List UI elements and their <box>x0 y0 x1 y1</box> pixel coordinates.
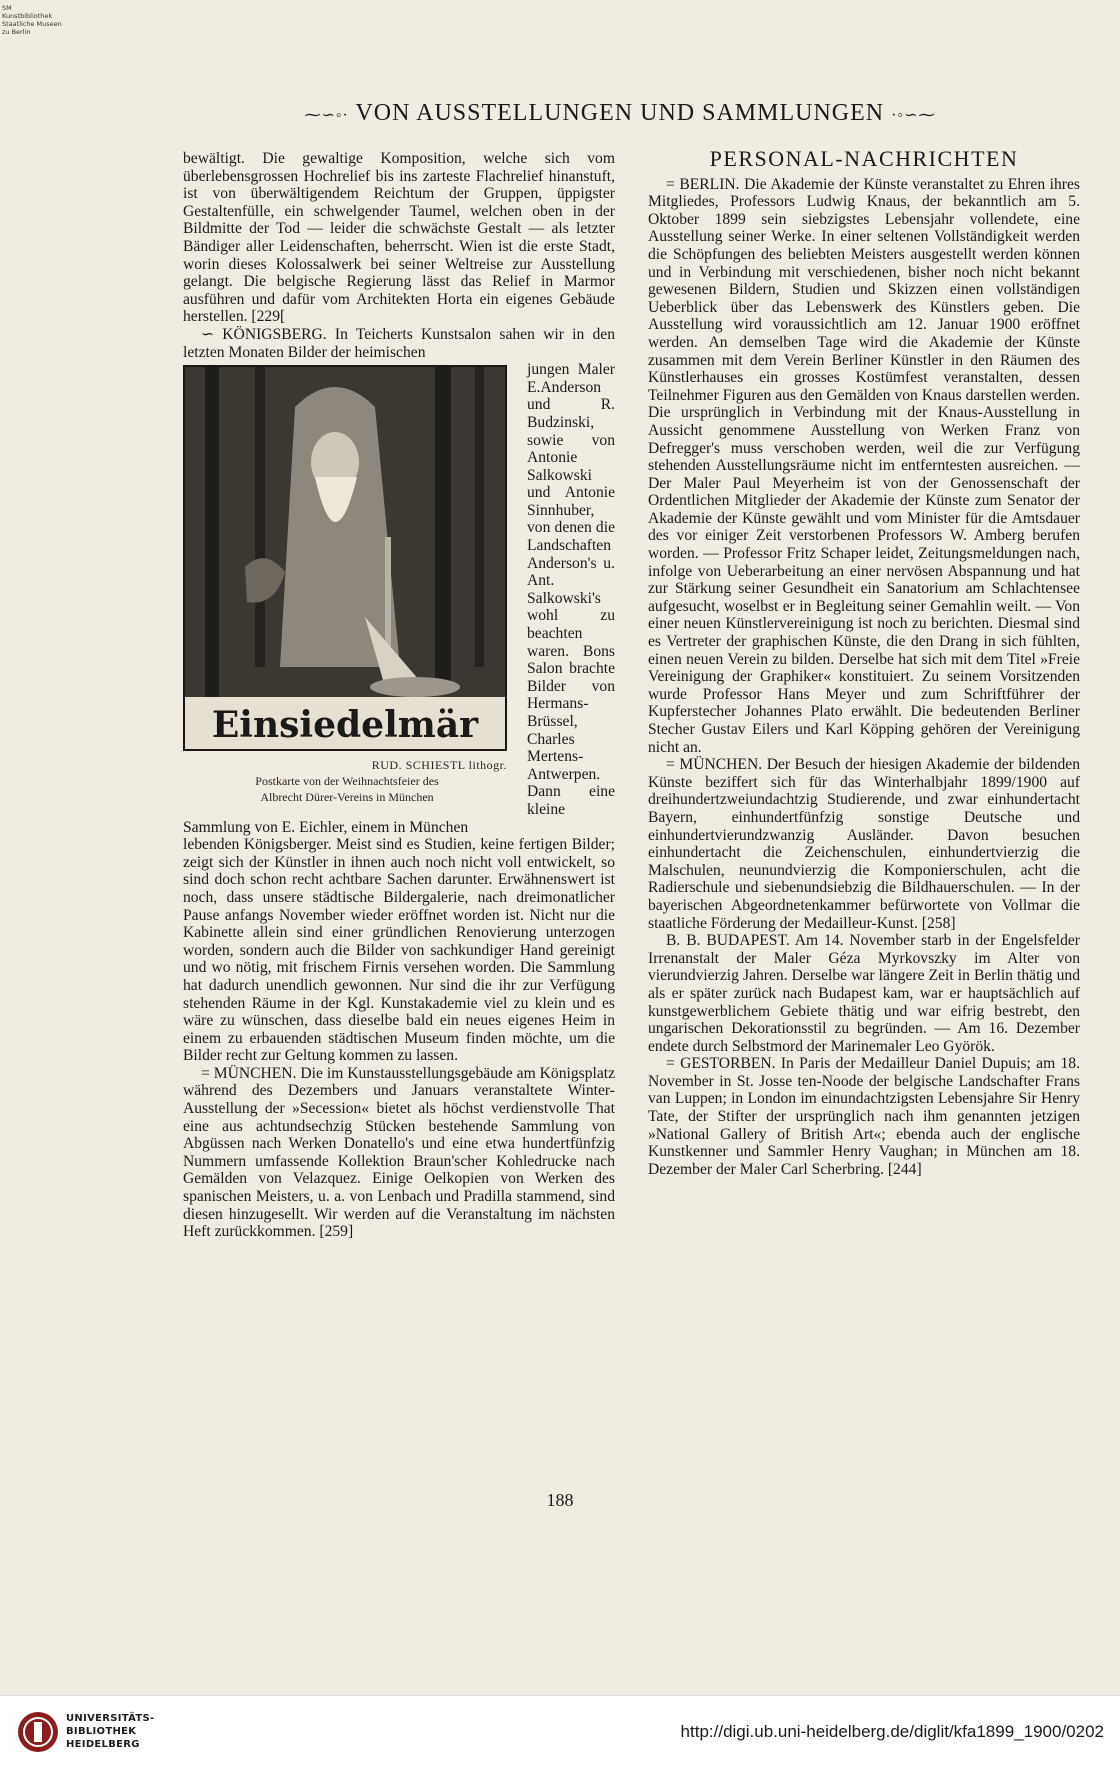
section-title: PERSONAL-NACHRICHTEN <box>709 146 1019 171</box>
section-mark-icon: ∽ <box>201 325 223 343</box>
stamp-line: Kunstbibliothek <box>2 12 53 20</box>
lithograph-title: Einsiedelmär <box>211 704 479 747</box>
library-stamp <box>2 4 72 36</box>
article-paragraph: bewältigt. Die gewaltige Komposition, welche sich vom überlebensgrossen Hochrelief bis ins zarteste Flachrelief hinanstuft, ist von überwältigendem Reichtum der Gruppen, üppigster Gestaltenfülle, ein schwelgender Taumel, welchen oben in der Bildmitte der Tod — leider die schwächste Gestalt — als letzter Bändiger aller Leidenschaften, beherrscht. Wien ist die erste Stadt, worin dieses Kolossalwerk bei seiner Weltreise zur Ausstellung gelangt. Die belgische Regierung lässt das Relief in Marmor ausführen und dafür vom Architekten Horta ein eigenes Gebäude herstellen. [229[ <box>183 150 615 326</box>
logo-line: HEIDELBERG <box>66 1739 140 1750</box>
article-paragraph: = BERLIN. Die Akademie der Künste veranstaltet zu Ehren ihres Mitgliedes, Professors Ludwig Knaus, der bekanntlich am 5. Oktober 1899 sein siebzigstes Lebensjahr vollendete, eine Ausstellung seiner Werke. In einer seltenen Vollständigkeit werden die Schöpfungen des beliebten Meisters ausgestellt werden können und in Verbindung mit verschiedenen, bisher noch nicht bekannt gewesenen Bildern, Studien und Skizzen einen vollständigen Ueberblick über das Lebenswerk des Künstlers geben. Die Ausstellung wird voraussichtlich am 12. Januar 1900 eröffnet werden. An demselben Tage wird die Akademie der Künste zusammen mit dem Verein Berliner Künstler in den Räumen des Künstlerhauses ein grosses Kostümfest veranstalten, dessen Teilnehmer Figuren aus den Gemälden von Knaus darstellen werden. Die ursprünglich in Verbindung mit der Knaus-Ausstellung in Aussicht genommene Ausstellung von Werken Franz von Defregger's muss verschoben werden, weil die zur Verfügung stehenden Ausstellungsräume nicht im entferntesten ausreichen. — Der Maler Paul Meyerheim ist von der Genossenschaft der Ordentlichen Mitglieder der Akademie der Künste zum Senator der Akademie der Künste gewählt und vom Minister für die Amtsdauer des vor einiger Zeit verstorbenen Professors W. Amberg berufen worden. — Professor Fritz Schaper leidet, Zeitungsmeldungen nach, infolge von Ueberarbeitung an einer nervösen Abspannung und hat zur Stärkung seiner Gesundheit ein Sanatorium am Schlachtensee aufgesucht, woselbst er in Begleitung seiner Gemahlin weilt. — Von einer neuen Künstlervereinigung ist noch zu berichten. Diesmal sind es Vertreter der graphischen Künste, die den Drang in sich fühlten, einen neuen Verein zu bilden. Derselbe hat sich mit dem Titel »Freie Vereinigung der Graphiker« konstituiert. Zu seinem Vorsitzenden wurde Professor Hans Meyer und zum Schriftführer der Kupferstecher Johannes Plato erwählt. Die bedeutenden Berliner Stecher Gustav Eilers und Karl Köpping gehören der Vereinigung nicht an. <box>648 175 1080 756</box>
left-column <box>183 150 615 1241</box>
article-paragraph: lebenden Königsberger. Meist sind es Studien, keine fertigen Bilder; zeigt sich der Künstler in ihnen auch noch nicht voll entwickelt, so sind doch schon recht achtbare Sachen darunter. Erwähnenswert ist noch, dass unsere städtische Bildergalerie, nach dreimonatlicher Pause anfangs November wieder eröffnet worden ist. Nicht nur die Kabinette allein sind einer gründlichen Renovierung unterzogen worden, sondern auch die Bilder von sachkundiger Hand gereinigt und wo nötig, mit frischem Firnis versehen worden. Die Sammlung hat dadurch unendlich gewonnen. Nur sind die ihr zur Verfügung stehenden Räume in der Kgl. Kunstakademie viel zu klein und es wäre zu wünschen, dass dieselbe bald ein neues eigenes Heim in einem zu erbauenden städtischen Museum finden möchte, um die Bilder recht zur Geltung kommen zu lassen. <box>183 836 615 1065</box>
figure-credit: RUD. SCHIESTL lithogr. <box>371 758 507 773</box>
figure-caption <box>183 757 511 805</box>
permalink-url[interactable]: http://digi.ub.uni-heidelberg.de/diglit/kfa1899_1900/0202 <box>680 1722 1104 1741</box>
running-header <box>180 100 1060 127</box>
caption-line: Postkarte von der Weihnachtsfeier des <box>255 774 439 789</box>
article-paragraph: jungen Maler E.Anderson und R. Budzinski, sowie von Antonie Salkowski und Antonie Sinnhuber, von denen die Landschaften Anderson's u. Ant. Salkowski's wohl zu beachten waren. Bons Salon brachte Bilder von Hermans-Brüssel, Charles Mertens-Antwerpen. Dann eine kleine Sammlung von E. Eichler, einem in München <box>183 361 615 836</box>
caption-line: Albrecht Dürer-Vereins in München <box>260 790 434 805</box>
figure <box>183 365 511 805</box>
stamp-line: SM <box>2 4 12 12</box>
article-paragraph: = MÜNCHEN. Die im Kunstausstellungsgebäude am Königsplatz während des Dezembers und Januars veranstaltete Winter-Ausstellung der »Secession« bietet als höchst verdienstvolle That eine aus achtundsechzig Stücken bestehende Sammlung von Abgüssen nach Werken Donatello's und eine etwa hundertfünfzig Nummern umfassende Kollektion Braun'scher Kohledrucke nach Gemälden von Velazquez. Einige Oelkopien von Werken des spanischen Meisters, u. a. von Lenbach und Pradilla stammend, sind diesen hinzugesellt. Wir werden auf die Veranstaltung im nächsten Heft zurückkommen. [259] <box>183 1064 615 1241</box>
right-column <box>648 146 1080 1178</box>
article-text: KÖNIGSBERG. In Teicherts Kunstsalon sahen wir in den letzten Monaten Bilder der heimischen <box>183 325 615 361</box>
viewer-footer <box>0 1695 1120 1771</box>
university-seal-icon <box>16 1710 60 1754</box>
article-paragraph-intro <box>183 326 615 361</box>
logo-line: BIBLIOTHEK <box>66 1726 137 1737</box>
stamp-line: Staatliche Museen <box>2 20 62 28</box>
page-number: 188 <box>546 1490 574 1510</box>
article-paragraph: = GESTORBEN. In Paris der Medailleur Daniel Dupuis; am 18. November in St. Josse ten-Noode der belgische Landschafter Frans van Luppen; in London im einundachtzigsten Lebensjahre Sir Henry Tate, der Stifter der ursprünglich nach ihm genannten jetzigen »National Gallery of British Art«; ebenda auch der englische Kunstkenner und Sammler Henry Vaughan; in München am 18. Dezember der Maler Carl Scherbring. [244] <box>648 1055 1080 1178</box>
library-logo-text <box>66 1712 155 1751</box>
article-paragraph: B. B. BUDAPEST. Am 14. November starb in der Engelsfelder Irrenanstalt der Maler Géza Myrkovszky im Alter von vierundvierzig Jahren. Derselbe war längere Zeit in Berlin thätig und als er später zurück nach Budapest kam, war er hauptsächlich auf kunstgewerblichem Gebiete thätig und war eifrig bestrebt, den ungarischen Dekorationsstil zu begründen. — Am 16. Dezember endete durch Selbstmord der Marinemaler Leo Györök. <box>648 932 1080 1055</box>
article-paragraph: = MÜNCHEN. Der Besuch der hiesigen Akademie der bildenden Künste beziffert sich für das Winterhalbjahr 1899/1900 auf dreihundertzweiundachtzig Studierende, und zwar einhundertacht Bayern, einhundertfünfzig sonstige Deutsche und einhundertvierundzwanzig Ausländer. Davon besuchen einhundertacht die Zeichenschulen, einhundertvierzig die Malschulen, neunundvierzig die Komponierschulen, acht die Radierschule und siebenundsiebzig die Bildhauerschulen. — In der bayerischen Abgeordnetenkammer befürwortete von Vollmar die staatliche Förderung der Medailleur-Kunst. [258] <box>648 756 1080 932</box>
stamp-line: zu Berlin <box>2 28 31 36</box>
ornament-left-icon: ⁓∽◦· <box>304 107 349 124</box>
lithograph-image <box>183 365 507 751</box>
logo-line: UNIVERSITÄTS- <box>66 1713 155 1724</box>
lithograph-drawing <box>185 367 505 749</box>
header-title: VON AUSSTELLUNGEN UND SAMMLUNGEN <box>355 100 885 126</box>
ornament-right-icon: ·◦∽⁓ <box>891 107 936 124</box>
